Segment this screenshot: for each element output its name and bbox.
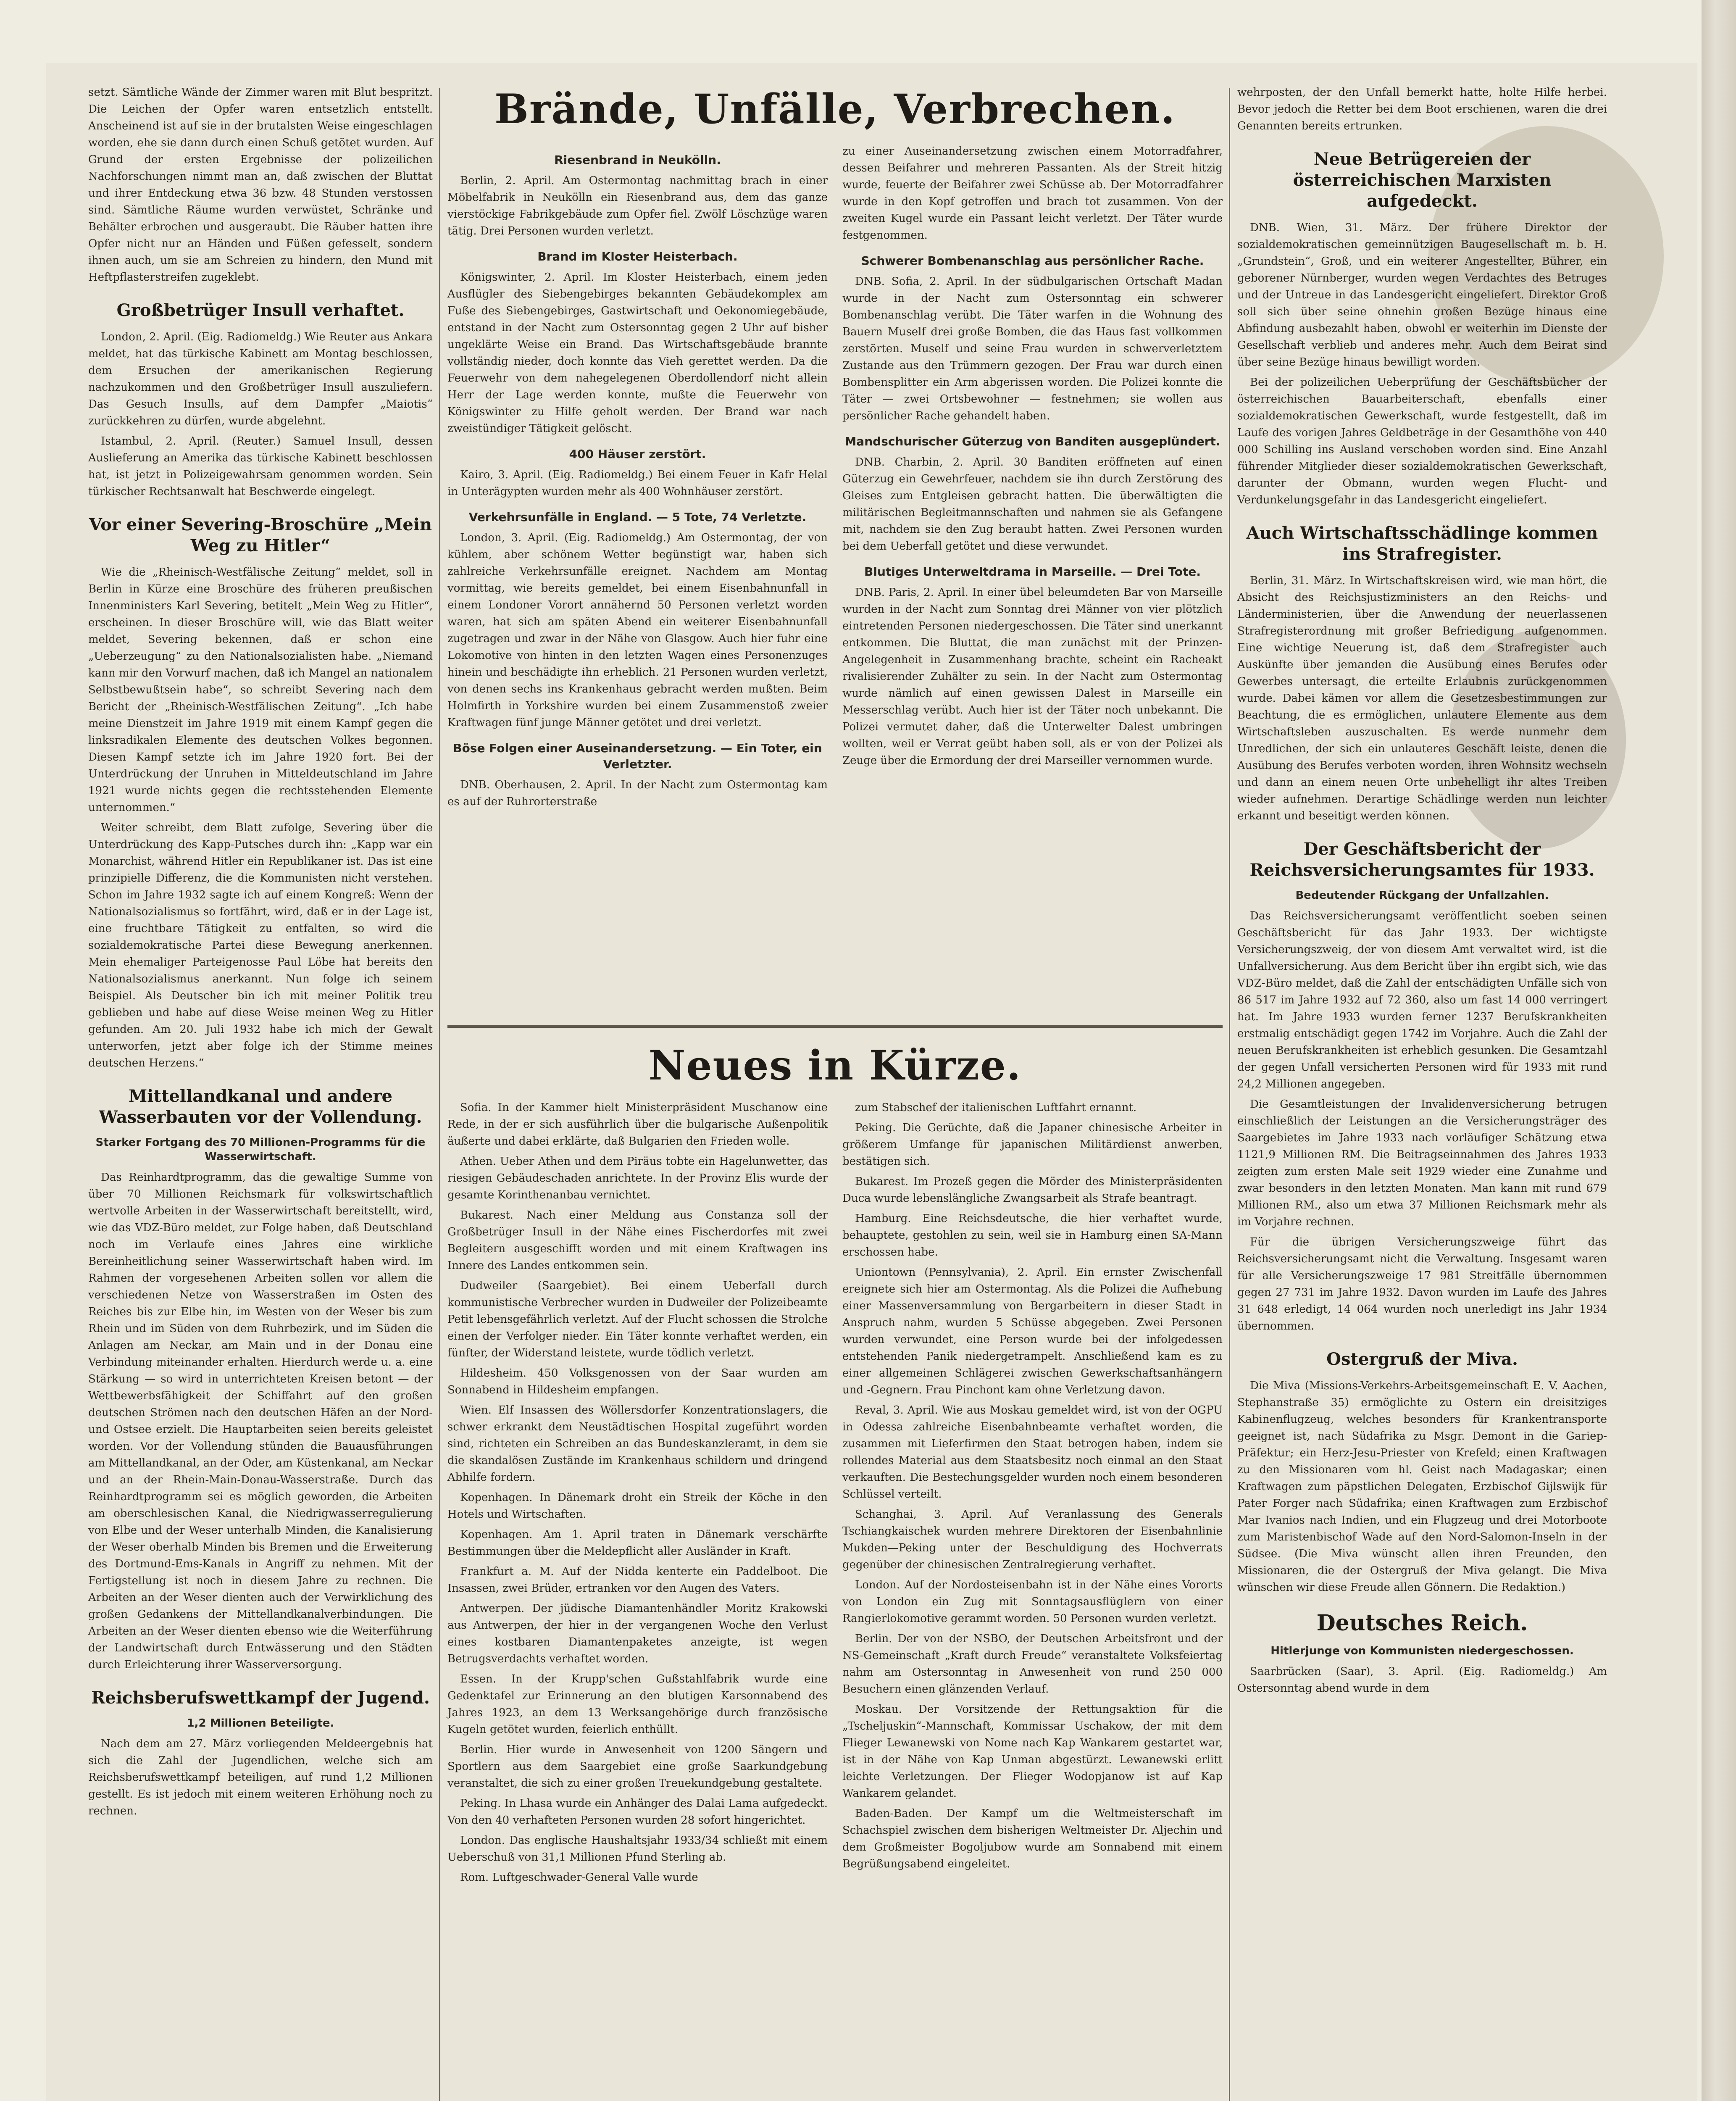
subheadline: 1,2 Millionen Beteiligte.	[187, 1717, 334, 1730]
subheadline: Starker Fortgang des 70 Millionen-Programms für die Wasserwirtschaft.	[95, 1136, 426, 1163]
news-brief: Kopenhagen. In Dänemark droht ein Streik der Köche in den Hotels und Wirtschaften.	[447, 1491, 828, 1521]
page-edge	[1702, 0, 1736, 2101]
news-brief: Sofia. In der Kammer hielt Ministerpräsident Muschanow eine Rede, in der er sich ausführlich über die bulgarische Außenpolitik äußerte und dabei erklärte, daß Bulgarien den Frieden wolle.	[447, 1101, 828, 1148]
headline: Neue Betrügereien der österreichischen Marxisten aufgedeckt.	[1293, 149, 1552, 211]
news-brief: Athen. Ueber Athen und dem Piräus tobte ein Hagelunwetter, das riesigen Gebäudeschaden anrichtete. In der Provinz Elis wurde der gesamte Korinthenanbau vernichtet.	[447, 1155, 828, 1201]
news-brief: Dudweiler (Saargebiet). Bei einem Ueberfall durch kommunistische Verbrecher wurden in Dudweiler der Polizeibeamte Petit lebensgefährlich verletzt. Auf der Flucht schossen die Strolche einen der Verfolger nieder. Ein Täter konnte verhaftet werden, ein fünfter, der Widerstand leistete, wurde tödlich verletzt.	[447, 1280, 828, 1359]
news-brief: Hamburg. Eine Reichsdeutsche, die hier verhaftet wurde, behauptete, gestohlen zu sein, weil sie in Hamburg einen SA-Mann erschossen habe.	[842, 1212, 1223, 1258]
article-text: Bei der polizeilichen Ueberprüfung der Geschäftsbücher der österreichischen Bauarbeiterschaft, ebenfalls einer sozialdemokratischen Gewerkschaft, wurde festgestellt, daß im Laufe des vorigen Jahres Geldbeträge in der Gesamthöhe von 440 000 Schilling ins Ausland verschoben worden sind. Eine Anzahl führender Mitglieder dieser sozialdemokratischen Gewerkschaft, darunter der Obmann, wurden wegen Flucht- und Verdunkelungsgefahr in das Landesgericht eingeliefert.	[1237, 376, 1607, 506]
article-text: Das Reinhardtprogramm, das die gewaltige Summe von über 70 Millionen Reichsmark für volkswirtschaftlich wertvolle Arbeiten in der Wasserwirtschaft bereitstellt, wird, wie das VDZ-Büro meldet, zur Folge haben, daß Deutschland noch im Verlaufe eines Jahres eine wirkliche Bereinheitlichung seiner Wasserwirtschaft haben wird. Im Rahmen der vorgesehenen Arbeiten sollen vor allem die verschiedenen Netze von Wasserstraßen im Osten des Reiches bis zur Elbe hin, im Westen von der Weser bis zum Rhein und im Süden von dem Ruhrbezirk, und im Süden die Anlagen am Neckar, am Main und in der Donau eine Verbindung miteinander erhalten. Hierdurch werde u. a. eine Stärkung — so wird in unterrichteten Kreisen betont — der Wettbewerbsfähigkeit der Schiffahrt auf den großen deutschen Strömen nach den deutschen Häfen an der Nord- und Ostsee erzielt. Die Hauptarbeiten seien bereits geleistet worden. Vor der Vollendung stünden die Bauausführungen am Mittellandkanal, an der Oder, am Küstenkanal, am Neckar und an der Rhein-Main-Donau-Wasserstraße. Durch das Reinhardtprogramm sei es möglich geworden, die Arbeiten am oberschlesischen Kanal, die Niedrigwasserregulierung von Elbe und der Weser unterhalb Minden, die Kanalisierung der Weser oberhalb Minden bis Bremen und die Erweiterung des Dortmund-Ems-Kanals in Angriff zu nehmen. Mit der Fertigstellung ist noch in diesem Jahre zu rechnen. Die Arbeiten an der Weser dienten auch der Verwirklichung des großen Gedankens der Mittellandkanalverbindungen. Die Arbeiten an der Weser dienten ebenso wie die Weiterführung der Landwirtschaft durch Entwässerung und den Städten durch Erleichterung ihrer Wasserversorgung.	[88, 1171, 433, 1671]
headline: Schwerer Bombenanschlag aus persönlicher Rache.	[861, 254, 1204, 268]
column-rule	[439, 88, 440, 2101]
section-masthead: Brände, Unfälle, Verbrechen.	[494, 85, 1176, 133]
article-text: Die Gesamtleistungen der Invalidenversicherung betrugen einschließlich der Leistungen an die Versicherungsträger des Saargebietes im Jahre 1933 nach vorläufiger Schätzung etwa 1121,9 Millionen RM. Die Beitragseinnahmen des Jahres 1933 zeigten zum ersten Male seit 1929 wieder eine Zunahme und zwar besonders in den letzten Monaten. Man kann mit rund 679 Millionen RM., also um etwa 37 Millionen Reichsmark mehr als im Vorjahre rechnen.	[1237, 1098, 1607, 1228]
headline: Vor einer Severing-Broschüre „Mein Weg zu Hitler“	[89, 515, 432, 556]
headline: Blutiges Unterweltdrama in Marseille. — Drei Tote.	[864, 565, 1201, 579]
news-brief: London. Auf der Nordosteisenbahn ist in der Nähe eines Vororts von London ein Zug mit Sonntagsausflüglern von einer Rangierlokomotive gerammt worden. 50 Personen wurden verletzt.	[842, 1579, 1223, 1625]
column-1	[88, 84, 433, 1823]
article-text: Die Miva (Missions-Verkehrs-Arbeitsgemeinschaft E. V. Aachen, Stephanstraße 35) ermöglichte zu Ostern ein dreisitziges Kabinenflugzeug, welches besonders für Krankentransporte geeignet ist, nach Südafrika zu Msgr. Demont in die Gariep-Präfektur; ein Herz-Jesu-Priester von Krefeld; einen Kraftwagen zu den Missionaren vom hl. Geist nach Madagaskar; einen Kraftwagen zum päpstlichen Delegaten, Erzbischof Gijlswijk für Pater Forger nach Südafrika; einen Kraftwagen zum Erzbischof Mar Ivanios nach Indien, und ein Flugzeug und drei Motorboote zum Maristenbischof Wade auf den Nord-Salomon-Inseln in der Südsee. (Die Miva wünscht allen ihren Freunden, den Missionaren, die der Ostergruß der Miva gelangt. Die Miva wünschen wir diese Freude allen Gönnern. Die Redaktion.)	[1237, 1380, 1607, 1594]
article-text: Königswinter, 2. April. Im Kloster Heisterbach, einem jeden Ausflügler des Siebengebirges bekannten Gebäudekomplex am Fuße des Siebengebirges, Gastwirtschaft und Oekonomiegebäude, entstand in der Nacht zum Ostersonntag gegen 2 Uhr auf bisher ungeklärte Weise ein Brand. Das Wirtschaftsgebäude brannte vollständig nieder, doch konnte das Vieh gerettet werden. Da die Feuerwehr von dem nahegelegenen Oberdollendorf nicht allein Herr der Lage werden konnte, mußte die Feuerwehr von Königswinter zu Hilfe geholt werden. Der Brand war nach zweistündiger Tätigkeit gelöscht.	[447, 271, 828, 435]
subheadline: Hitlerjunge von Kommunisten niedergeschossen.	[1270, 1645, 1574, 1657]
article-text: Für die übrigen Versicherungszweige führt das Reichsversicherungsamt nicht die Verwaltung. Insgesamt waren für alle Versicherungszweige 17 981 Streitfälle übernommen gegen 27 731 im Jahre 1932. Davon wurden im Laufe des Jahres 31 648 erledigt, 14 064 wurden noch unerledigt ins Jahr 1934 übernommen.	[1237, 1236, 1607, 1332]
article-text: Weiter schreibt, dem Blatt zufolge, Severing über die Unterdrückung des Kapp-Putsches durch ihn: „Kapp war ein Monarchist, während Hitler ein Republikaner ist. Das ist eine prinzipielle Differenz, die die Kommunisten nicht verstehen. Schon im Jahre 1932 sagte ich auf einem Kongreß: Wenn der Nationalsozialismus so fortfährt, wird, daß er in der Lage ist, eine fruchtbare Tätigkeit zu entfalten, so wird die sozialdemokratische Partei diese Bewegung anerkennen. Mein ehemaliger Parteigenosse Paul Löbe hat bereits den Nationalsozialismus anerkannt. Nun folge ich seinem Beispiel. Als Deutscher bin ich mit meiner Politik treu geblieben und habe auf diese Weise meinen Weg zu Hitler gefunden. Am 20. Juli 1932 habe ich mich der Gewalt unterworfen, jetzt aber folge ich der Stimme meines deutschen Herzens.“	[88, 821, 433, 1069]
headline: Ostergruß der Miva.	[1326, 1349, 1518, 1369]
column-rule	[1229, 88, 1230, 2101]
news-brief: Berlin. Hier wurde in Anwesenheit von 1200 Sängern und Sportlern aus dem Saargebiet eine große Saarkundgebung veranstaltet, die sich zu einer großen Treuekundgebung gestaltete.	[447, 1743, 828, 1790]
news-brief: Berlin. Der von der NSBO, der Deutschen Arbeitsfront und der NS-Gemeinschaft „Kraft durch Freude“ veranstaltete Volksfeiertag nahm am Ostersonntag in Anwesenheit von rund 250 000 Besuchern einen glänzenden Verlauf.	[842, 1632, 1223, 1696]
article-text: DNB. Sofia, 2. April. In der südbulgarischen Ortschaft Madan wurde in der Nacht zum Ostersonntag ein schwerer Bombenanschlag verübt. Die Täter warfen in die Wohnung des Bauern Muself drei große Bomben, die das Haus fast vollkommen zerstörten. Muself und seine Frau wurden in schwerverletztem Zustande aus den Trümmern gezogen. Der Frau war durch einen Bombensplitter ein Arm abgerissen worden. Die Polizei konnte die Täter — zwei Ortsbewohner — festnehmen; sie wollen aus persönlicher Rache gehandelt haben.	[842, 275, 1223, 422]
crime-col-right	[842, 143, 1223, 772]
headline: Der Geschäftsbericht der Reichsversicherungsamtes für 1933.	[1249, 839, 1595, 880]
article-text: wehrposten, der den Unfall bemerkt hatte, holte Hilfe herbei. Bevor jedoch die Retter bei dem Boot erschienen, waren die drei Genannten bereits ertrunken.	[1237, 86, 1607, 132]
news-brief: Frankfurt a. M. Auf der Nidda kenterte ein Paddelboot. Die Insassen, zwei Brüder, ertranken vor den Augen des Vaters.	[447, 1565, 828, 1595]
crime-col-left	[447, 143, 828, 814]
news-brief: Rom. Luftgeschwader-General Valle wurde	[460, 1871, 698, 1884]
section-divider	[447, 1025, 1223, 1028]
news-brief: Peking. In Lhasa wurde ein Anhänger des Dalai Lama aufgedeckt. Von den 40 verhafteten Personen wurden 28 sofort hingerichtet.	[447, 1797, 828, 1827]
headline: Mandschurischer Güterzug von Banditen ausgeplündert.	[844, 434, 1220, 448]
crime-section	[447, 143, 1223, 1013]
news-col-right	[842, 1099, 1223, 1876]
headline: Riesenbrand in Neukölln.	[554, 153, 721, 167]
headline: Mittellandkanal und andere Wasserbauten vor der Vollendung.	[99, 1086, 422, 1127]
article-text: DNB. Charbin, 2. April. 30 Banditen eröffneten auf einen Güterzug ein Gewehrfeuer, nachdem sie ihn durch Zerstörung des Gleises zum Entgleisen gebracht hatten. Die überwältigten die militärischen Begleitmannschaften und nahmen sie als Gefangene mit, nachdem sie den Zug beraubt hatten. Zwei Personen wurden bei dem Ueberfall getötet und diese verwundet.	[842, 456, 1223, 553]
article-text: Kairo, 3. April. (Eig. Radiomeldg.) Bei einem Feuer in Kafr Helal in Unterägypten wurden mehr als 400 Wohnhäuser zerstört.	[447, 469, 828, 498]
news-brief: Reval, 3. April. Wie aus Moskau gemeldet wird, ist von der OGPU in Odessa zahlreiche Eisenbahnbeamte verhaftet worden, die zusammen mit Lieferfirmen den Staat betrogen haben, indem sie rollendes Material aus dem Staatsbesitz noch einmal an den Staat verkauften. Die Bestechungsgelder wurden noch einem besonderen Schlüssel verteilt.	[842, 1404, 1223, 1501]
news-brief: Baden-Baden. Der Kampf um die Weltmeisterschaft im Schachspiel zwischen dem bisherigen Weltmeister Dr. Aljechin und dem Großmeister Bogoljubow wurde am Sonnabend mit einem Begrüßungsabend eingeleitet.	[842, 1807, 1223, 1870]
article-text: Wie die „Rheinisch-Westfälische Zeitung“ meldet, soll in Berlin in Kürze eine Broschüre des früheren preußischen Innenministers Karl Severing, betitelt „Mein Weg zu Hitler“, erscheinen. In dieser Broschüre will, wie das Blatt weiter meldet, Severing bekennen, daß er schon eine „Ueberzeugung“ zu den Nationalsozialisten habe. „Niemand kann mir den Vorwurf machen, daß ich Mangel an nationalem Selbstbewußtsein habe“, so schreibt Severing nach dem Bericht der „Rheinisch-Westfälischen Zeitung“. „Ich habe meine Dienstzeit im Jahre 1919 mit einem Kampf gegen die linksradikalen Elemente des deutschen Volkes begonnen. Diesen Kampf setzte ich im Jahre 1920 fort. Bei der Unterdrückung der Unruhen in Mitteldeutschland im Jahre 1921 wurde nichts gegen die rechtsstehenden Elemente unternommen.“	[88, 566, 433, 814]
news-brief-section	[447, 1099, 1223, 2101]
headline: Deutsches Reich.	[1316, 1610, 1528, 1636]
article-text: Istambul, 2. April. (Reuter.) Samuel Insull, dessen Auslieferung an Amerika das türkische Kabinett beschlossen hat, ist jetzt in Polizeigewahrsam genommen worden. Sein türkischer Rechtsanwalt hat Beschwerde eingelegt.	[88, 435, 433, 498]
news-brief: Bukarest. Im Prozeß gegen die Mörder des Ministerpräsidenten Duca wurde lebenslängliche Zwangsarbeit als Strafe beantragt.	[842, 1175, 1223, 1205]
headline: Verkehrsunfälle in England. — 5 Tote, 74 Verletzte.	[468, 510, 807, 524]
news-brief: Peking. Die Gerüchte, daß die Japaner chinesische Arbeiter in größerem Umfange für japanischen Militärdienst anwerben, bestätigen sich.	[842, 1122, 1223, 1168]
headline: Böse Folgen einer Auseinandersetzung. — Ein Toter, ein Verletzter.	[453, 741, 822, 771]
article-text: Das Reichsversicherungsamt veröffentlicht soeben seinen Geschäftsbericht für das Jahr 1933. Der wichtigste Versicherungszweig, der von diesem Amt verwaltet wird, ist die Unfallversicherung. Aus dem Bericht über ihn ergibt sich, wie das VDZ-Büro meldet, daß die Zahl der entschädigten Unfälle sich von 86 517 im Jahre 1932 auf 72 360, also um fast 14 000 verringert hat. Im Jahre 1933 wurden ferner 1237 Berufskrankheiten erstmalig entschädigt gegen 1742 im Vorjahre. Auch die Zahl der neuen Berufskrankheiten ist erheblich gesunken. Die Gesamtzahl der gegen Unfall versicherten Personen wird für 1933 mit rund 24,2 Millionen angegeben.	[1237, 910, 1607, 1090]
article-text: London, 3. April. (Eig. Radiomeldg.) Am Ostermontag, der von kühlem, aber schönem Wetter begünstigt war, haben sich zahlreiche Verkehrsunfälle ereignet. Nachdem am Montag vormittag, wie bereits gemeldet, bei einem Eisenbahnunfall in einem Londoner Vorort annähernd 50 Personen verletzt worden waren, hat sich am späten Abend ein weiterer Eisenbahnunfall zugetragen und zwar in der Nähe von Glasgow. Auch hier fuhr eine Lokomotive von hinten in den letzten Wagen eines Personenzuges hinein und beschädigte ihn erheblich. 21 Personen wurden verletzt, von denen sechs ins Krankenhaus gebracht werden mußten. Beim Holmfirth in Yorkshire wurden bei einem Zusammenstoß zweier Kraftwagen fünf junge Männer getötet und drei verletzt.	[447, 532, 828, 729]
headline: Großbetrüger Insull verhaftet.	[116, 300, 405, 320]
headline: Reichsberufswettkampf der Jugend.	[91, 1688, 430, 1708]
news-brief: Schanghai, 3. April. Auf Veranlassung des Generals Tschiangkaischek wurden mehrere Direktoren der Eisenbahnlinie Mukden—Peking unter der Beschuldigung des Hochverrats gegenüber der chinesischen Zentralregierung verhaftet.	[842, 1508, 1223, 1571]
article-text: DNB. Paris, 2. April. In einer übel beleumdeten Bar von Marseille wurden in der Nacht zum Sonntag drei Männer von vier plötzlich eintretenden Personen niedergeschossen. Die Täter sind unerkannt entkommen. Die Bluttat, die man zunächst mit der Prinzen-Angelegenheit in Zusammenhang brachte, scheint ein Racheakt rivalisierender Zuhälter zu sein. In der Nacht zum Ostermontag wurde nämlich auf einen gewissen Dalest in Marseille ein Messerschlag verübt. Auch hier ist der Täter noch unbekannt. Die Polizei vermutet daher, daß die Unterwelter Dalest umbringen wollten, weil er Verrat geübt haben soll, als er von der Polizei als Zeuge über die Ermordung der drei Marseiller vernommen wurde.	[842, 586, 1223, 767]
article-text: zu einer Auseinandersetzung zwischen einem Motorradfahrer, dessen Beifahrer und mehreren Passanten. Als der Streit hitzig wurde, feuerte der Beifahrer zwei Schüsse ab. Der Motorradfahrer wurde in den Kopf getroffen und brach tot zusammen. Von der zweiten Kugel wurde ein Passant leicht verletzt. Der Täter wurde festgenommen.	[842, 145, 1223, 242]
article-text: Berlin, 2. April. Am Ostermontag nachmittag brach in einer Möbelfabrik in Neukölln ein Riesenbrand aus, dem das ganze vierstöckige Fabrikgebäude zum Opfer fiel. Zwölf Löschzüge waren tätig. Drei Personen wurden verletzt.	[447, 174, 828, 237]
news-brief: Uniontown (Pennsylvania), 2. April. Ein ernster Zwischenfall ereignete sich hier am Ostermontag. Als die Polizei die Aufhebung einer Massenversammlung von Bergarbeitern in dieser Stadt in Anspruch nahm, wurden 5 Schüsse abgegeben. Zwei Personen wurden verwundet, eine Person wurde bei der infolgedessen entstehenden Panik niedergetrampelt. Anschließend kam es zu einer allgemeinen Schlägerei zwischen Gewerkschaftsanhängern und -Gegnern. Frau Pinchont kam ohne Verletzung davon.	[842, 1266, 1223, 1396]
headline: 400 Häuser zerstört.	[569, 447, 706, 461]
headline: Auch Wirtschaftsschädlinge kommen ins Strafregister.	[1246, 523, 1598, 564]
news-brief: Moskau. Der Vorsitzende der Rettungsaktion für die „Tscheljuskin“-Mannschaft, Kommissar Uschakow, der mit dem Flieger Lewanewski von Nome nach Kap Wankarem gestartet war, ist in der Nähe von Kap Unman abgestürzt. Lewanewski erlitt leichte Verletzungen. Der Flieger Wodopjanow ist auf Kap Wankarem gelandet.	[842, 1703, 1223, 1800]
news-brief: Kopenhagen. Am 1. April traten in Dänemark verschärfte Bestimmungen über die Meldepflicht aller Ausländer in Kraft.	[447, 1528, 828, 1558]
article-text: Saarbrücken (Saar), 3. April. (Eig. Radiomeldg.) Am Ostersonntag abend wurde in dem	[1237, 1665, 1607, 1695]
article-text: DNB. Wien, 31. März. Der frühere Direktor der sozialdemokratischen gemeinnützigen Baugesellschaft m. b. H. „Grundstein“, Groß, und ein weiterer Angestellter, Bührer, ein geborener Nürnberger, wurden wegen Verdachtes des Betruges und der Untreue in das Landesgericht eingeliefert. Direktor Groß soll sich über seine ohnehin großen Bezüge hinaus eine Abfindung ausbezahlt haben, obwohl er weiterhin im Dienste der Gesellschaft verblieb und anderes mehr. Auch dem Beirat sind über seine Bezüge hinaus bewilligt worden.	[1237, 221, 1607, 369]
news-brief: Essen. In der Krupp'schen Gußstahlfabrik wurde eine Gedenktafel zur Erinnerung an den blutigen Karsonnabend des Jahres 1923, an dem 13 Werksangehörige durch französische Kugeln getötet wurden, feierlich enthüllt.	[447, 1673, 828, 1736]
article-text: Berlin, 31. März. In Wirtschaftskreisen wird, wie man hört, die Absicht des Reichsjustizministers an den Reichs- und Länderministerien, über die Anwendung der neuerlassenen Strafregisterordnung mit großer Befriedigung aufgenommen. Eine wichtige Neuerung ist, daß dem Strafregister auch Auskünfte über jemanden die Ausübung eines Berufes oder Gewerbes untersagt, die erteilte Erlaubnis zurückgenommen wurde. Dabei kämen vor allem die Gesetzesbestimmungen zur Beachtung, die es ermöglichen, unlautere Elemente aus dem Wirtschaftsleben auszuschalten. Es werde nunmehr dem Unredlichen, der sich ein unlauteres Geschäft leiste, denen die Ausübung des Berufes verboten worden, ihren Wohnsitz wechseln und dann an einem neuen Orte unbehelligt ihr altes Treiben wieder aufnehmen. Derartige Schädlinge werden nun leichter erkannt und beseitigt werden können.	[1237, 574, 1607, 822]
news-brief: Antwerpen. Der jüdische Diamantenhändler Moritz Krakowski aus Antwerpen, der hier in der vergangenen Woche den Verlust eines kostbaren Diamantenpaketes anzeigte, ist wegen Betrugsverdachts verhaftet worden.	[447, 1602, 828, 1665]
article-text: Nach dem am 27. März vorliegenden Meldeergebnis hat sich die Zahl der Jugendlichen, welche sich am Reichsberufswettkampf beteiligen, auf rund 1,2 Millionen gestellt. Es ist jedoch mit einem weiteren Erhöhung noch zu rechnen.	[88, 1738, 433, 1817]
news-brief: Hildesheim. 450 Volksgenossen von der Saar wurden am Sonnabend in Hildesheim empfangen.	[447, 1367, 828, 1396]
news-brief: Bukarest. Nach einer Meldung aus Constanza soll der Großbetrüger Insull in der Nähe eines Fischerdorfes mit zwei Begleitern ausgeschifft worden und mit einem Kraftwagen ins Innere des Landes entkommen sein.	[447, 1209, 828, 1272]
article-text: London, 2. April. (Eig. Radiomeldg.) Wie Reuter aus Ankara meldet, hat das türkische Kabinett am Montag beschlossen, dem Ersuchen der amerikanischen Regierung nachzukommen und den Großbetrüger Insull auszuliefern. Das Gesuch Insulls, auf dem Dampfer „Maiotis“ zurückkehren zu dürfen, wurde abgelehnt.	[88, 331, 433, 427]
news-brief: zum Stabschef der italienischen Luftfahrt ernannt.	[855, 1101, 1137, 1114]
column-2	[447, 84, 1223, 2101]
section-masthead: Neues in Kürze.	[648, 1042, 1022, 1089]
article-text: setzt. Sämtliche Wände der Zimmer waren mit Blut bespritzt. Die Leichen der Opfer waren entsetzlich entstellt. Anscheinend ist auf sie in der brutalsten Weise eingeschlagen worden, ehe sie dann durch einen Schuß getötet wurden. Auf Grund der ersten Ergebnisse der polizeilichen Nachforschungen nimmt man an, daß zwischen der Bluttat und ihrer Entdeckung etwa 36 bzw. 48 Stunden verstossen sind. Sämtliche Räume wurden verwüstet, Schränke und Behälter erbrochen und ausgeraubt. Die Räuber hatten ihre Opfer nicht nur an Händen und Füßen gefesselt, sondern ihnen auch, um sie am Schreien zu hindern, den Mund mit Heftpflasterstreifen zugeklebt.	[88, 86, 433, 284]
article-text: DNB. Oberhausen, 2. April. In der Nacht zum Ostermontag kam es auf der Ruhrorterstraße	[447, 779, 828, 808]
subheadline: Bedeutender Rückgang der Unfallzahlen.	[1295, 889, 1549, 902]
column-3	[1237, 84, 1607, 1700]
news-brief: Wien. Elf Insassen des Wöllersdorfer Konzentrationslagers, die schwer erkrankt dem Neustädtischen Hospital zugeführt worden sind, richteten ein Schreiben an das Bundeskanzleramt, in dem sie die skandalösen Zustände im Krankenhaus schildern und dringend Abhilfe fordern.	[447, 1404, 828, 1484]
news-col-left	[447, 1099, 828, 1889]
headline: Brand im Kloster Heisterbach.	[537, 250, 738, 263]
news-brief: London. Das englische Haushaltsjahr 1933/34 schließt mit einem Ueberschuß von 31,1 Millionen Pfund Sterling ab.	[447, 1834, 828, 1864]
